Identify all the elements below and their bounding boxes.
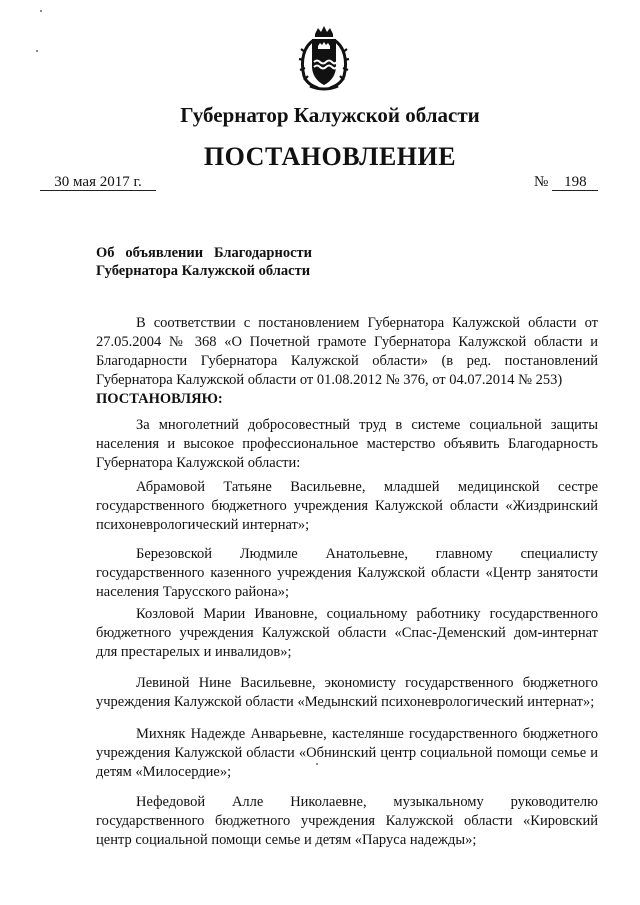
scan-artifact (36, 50, 38, 52)
preamble-text: В соответствии с постановлением Губернатора Калужской области от 27.05.2004 № 368 «О Почетной грамоте Губернатора Калужской области и Благодарности Губернатора Калужской области» (в ред. постановлений Губернатора Калужской области от 01.08.2012 № 376, от 04.07.2014 № 253) (96, 315, 598, 388)
preamble-paragraph (96, 314, 598, 409)
awardee-paragraph: Левиной Нине Васильевне, экономисту государственного бюджетного учреждения Калужской области «Медынский психоневрологический интернат»; (96, 675, 598, 710)
document-subject (96, 244, 356, 280)
document-type-title: ПОСТАНОВЛЕНИЕ (203, 142, 457, 171)
document-date: 30 мая 2017 г. (40, 174, 156, 191)
issuing-authority: Губернатор Калужской области (180, 103, 480, 127)
awardee-paragraph: Нефедовой Алле Николаевне, музыкальному руководителю государственного бюджетного учреждения Калужской области «Кировский центр социальной помощи семье и детям «Паруса надежды»; (96, 794, 598, 848)
scan-artifact (40, 10, 42, 12)
document-number (534, 174, 598, 191)
awardee-paragraph: Михняк Надежде Анварьевне, кастелянше государственного бюджетного учреждения Калужской области «Обнинский центр социальной помощи семье и детям «Милосердие»; (96, 726, 598, 780)
awardee-paragraph: Козловой Марии Ивановне, социальному работнику государственного бюджетного учреждения Калужской области «Спас-Деменский дом-интернат для престарелых и инвалидов»; (96, 606, 598, 660)
resolve-word: ПОСТАНОВЛЯЮ: (96, 391, 223, 407)
subject-line-1: Об объявлении Благодарности (96, 245, 312, 261)
intro-paragraph: За многолетний добросовестный труд в системе социальной защиты населения и высокое профессиональное мастерство объявить Благодарность Губернатора Калужской области: (96, 417, 598, 471)
number-value: 198 (552, 174, 598, 191)
number-sign: № (534, 174, 549, 190)
subject-line-2: Губернатора Калужской области (96, 263, 311, 279)
coat-of-arms-emblem (296, 24, 352, 92)
awardee-paragraph: Абрамовой Татьяне Васильевне, младшей медицинской сестре государственного бюджетного учреждения Калужской области «Жиздринский психоневрологический интернат»; (96, 479, 598, 533)
awardee-paragraph: Березовской Людмиле Анатольевне, главному специалисту государственного казенного учреждения Калужской области «Центр занятости населения Тарусского района»; (96, 546, 598, 600)
